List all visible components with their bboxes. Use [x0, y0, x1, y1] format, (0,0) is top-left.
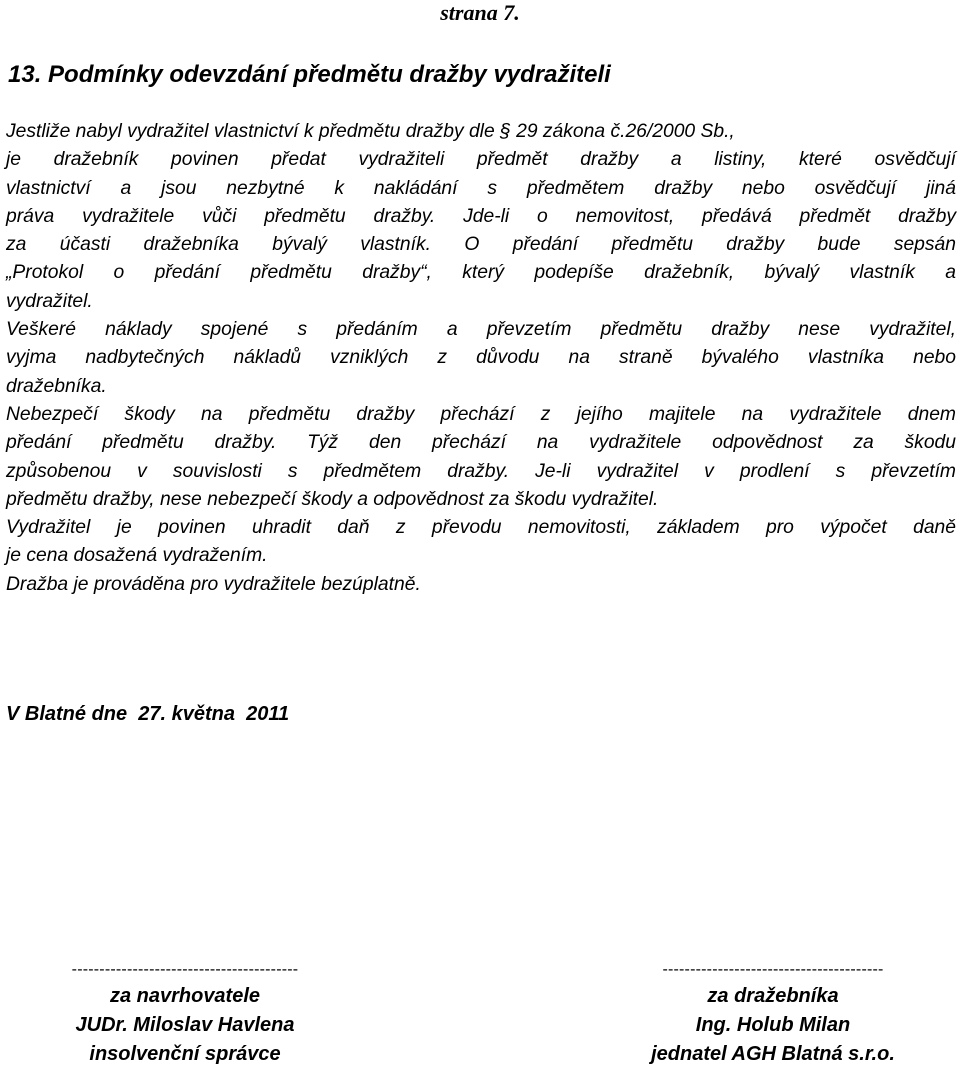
- body-line: je cena dosažená vydražením.: [6, 545, 268, 567]
- body-line: práva vydražitele vůči předmětu dražby. Jde-li o nemovitost, předává předmět dražby: [6, 205, 956, 227]
- signature-line: ----------------------------------------: [662, 961, 884, 978]
- signature-title: insolvenční správce: [89, 1043, 281, 1065]
- body-line: je dražebník povinen předat vydražiteli předmět dražby a listiny, které osvědčují: [6, 149, 956, 171]
- signature-name: Ing. Holub Milan: [695, 1014, 851, 1036]
- body-line: vlastnictví a jsou nezbytné k nakládání s předmětem dražby nebo osvědčují jiná: [6, 177, 956, 199]
- body-line: předmětu dražby, nese nebezpečí škody a odpovědnost za škodu vydražitel.: [6, 488, 659, 510]
- body-line: Dražba je prováděna pro vydražitele bezúplatně.: [6, 573, 421, 595]
- body-line: vydražitel.: [6, 290, 93, 312]
- signature-name: JUDr. Miloslav Havlena: [75, 1014, 295, 1036]
- signature-role: za dražebníka: [707, 985, 839, 1007]
- signature-title: jednatel AGH Blatná s.r.o.: [651, 1043, 895, 1065]
- section-heading: 13. Podmínky odevzdání předmětu dražby vydražiteli: [8, 61, 611, 88]
- date-line: V Blatné dne 27. května 2011: [6, 703, 290, 725]
- body-line: „Protokol o předání předmětu dražby“, který podepíše dražebník, bývalý vlastník a: [6, 262, 956, 284]
- signature-block-right: [600, 958, 946, 1069]
- signature-block-left: [6, 958, 364, 1069]
- body-line: Vydražitel je povinen uhradit daň z převodu nemovitosti, základem pro výpočet daně: [6, 517, 956, 539]
- signature-line: -----------------------------------------: [71, 961, 299, 978]
- section-body: [6, 118, 956, 599]
- body-line: způsobenou v souvislosti s předmětem dražby. Je-li vydražitel v prodlení s převzetím: [6, 460, 956, 482]
- body-line: vyjma nadbytečných nákladů vzniklých z důvodu na straně bývalého vlastníka nebo: [6, 347, 956, 369]
- body-line: předání předmětu dražby. Týž den přechází na vydražitele odpovědnost za škodu: [6, 432, 956, 454]
- body-line: Veškeré náklady spojené s předáním a převzetím předmětu dražby nese vydražitel,: [6, 319, 956, 341]
- body-line: dražebníka.: [6, 375, 107, 397]
- signature-role: za navrhovatele: [109, 985, 261, 1007]
- body-line: Jestliže nabyl vydražitel vlastnictví k předmětu dražby dle § 29 zákona č.26/2000 Sb.,: [6, 121, 735, 142]
- body-line: za účasti dražebníka bývalý vlastník. O předání předmětu dražby bude sepsán: [6, 234, 956, 256]
- page-number: strana 7.: [440, 0, 520, 25]
- body-line: Nebezpečí škody na předmětu dražby přechází z jejího majitele na vydražitele dnem: [6, 403, 956, 425]
